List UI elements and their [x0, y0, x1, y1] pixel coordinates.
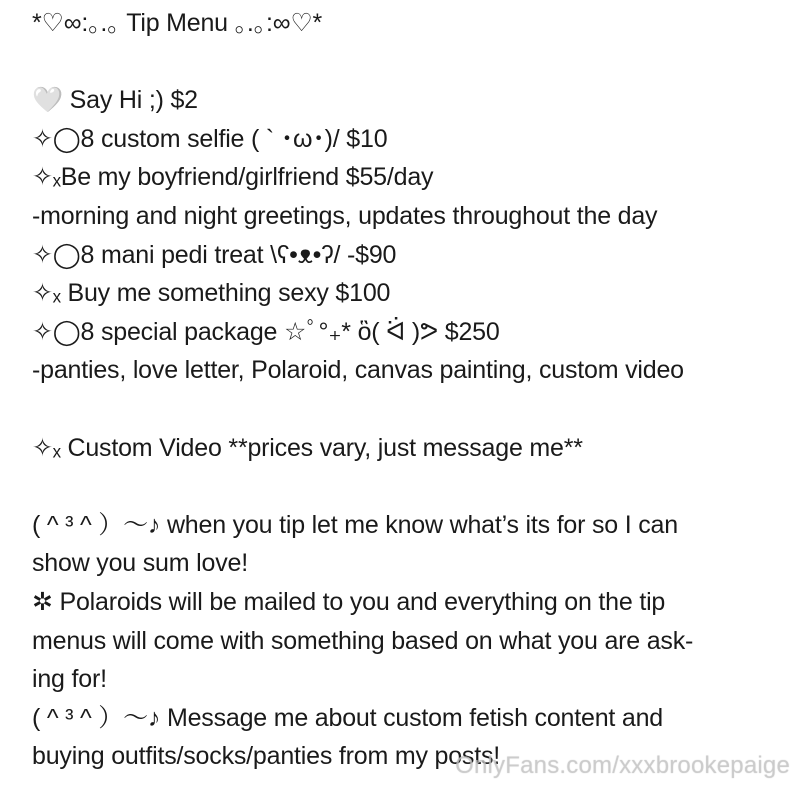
note-tip-line-1: ( ^ ³ ^ ）～♪ when you tip let me know what’s its for so I can: [32, 510, 678, 539]
note-tip-line-2: show you sum love!: [32, 549, 248, 578]
tip-item-buy-something: ✧ₓ Buy me something sexy $100: [32, 279, 391, 308]
tip-item-custom-video: ✧ₓ Custom Video **prices vary, just message me**: [32, 433, 583, 462]
tip-item-special-package: ✧◯8 special package ☆ﾟ°₊* ὃ( ᐛ )ᕗ $250: [32, 317, 500, 346]
tip-item-mani-pedi: ✧◯8 mani pedi treat \ʕ•ᴥ•ʔ/ -$90: [32, 240, 397, 269]
blank-line: [32, 467, 788, 506]
note-polaroid-line-2: menus will come with something based on what you are ask-: [32, 626, 694, 655]
blank-line: [32, 390, 788, 429]
note-polaroid-line-1: ✲ Polaroids will be mailed to you and everything on the tip: [32, 587, 666, 616]
tip-item-say-hi: 🤍 Say Hi ;) $2: [32, 86, 198, 115]
tip-item-boyfriend-description: -morning and night greetings, updates throughout the day: [32, 201, 658, 230]
tip-item-custom-selfie: ✧◯8 custom selfie ( ` ･ω･)/ $10: [32, 124, 388, 153]
tip-item-special-package-description: -panties, love letter, Polaroid, canvas painting, custom video: [32, 356, 684, 385]
note-custom-fetish-line-1: ( ^ ³ ^ ）～♪ Message me about custom fetish content and: [32, 703, 663, 732]
tip-item-boyfriend-girlfriend: ✧ₓBe my boyfriend/girlfriend $55/day: [32, 163, 434, 192]
tip-menu-text: [32, 4, 788, 776]
menu-title: *♡∞:｡.｡ Tip Menu ｡.｡:∞♡*: [32, 9, 323, 37]
blank-line: [32, 43, 788, 82]
watermark: OnlyFans.com/xxxbrookepaige: [455, 752, 790, 779]
note-custom-fetish-line-2: buying outfits/socks/panties from my posts!: [32, 742, 500, 771]
note-polaroid-line-3: ing for!: [32, 665, 107, 694]
